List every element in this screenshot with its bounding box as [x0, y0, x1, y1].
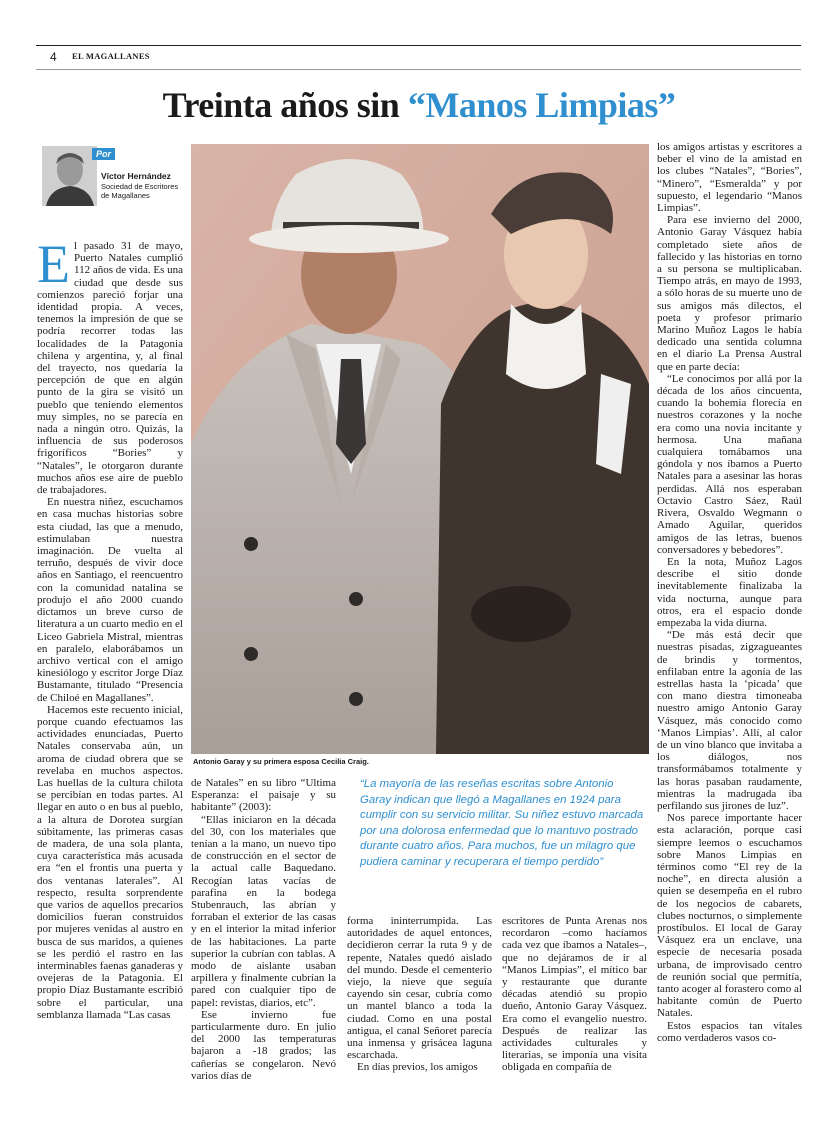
- pull-quote: “La mayoría de las reseñas escritas sobre Antonio Garay indican que llegó a Magallanes en 1924 para cumplir con su servicio militar. Su niñez estuvo marcada por una dolorosa enfermedad que lo mantuvo postrado durante cuatro años. Para muchos, fue un milagro que pudiera caminar y recuperara el tiempo perdido”: [360, 778, 644, 868]
- article-paragraph: de Natales” en su libro “Ultima Esperanza: el paisaje y su habitante” (2003):: [191, 777, 336, 814]
- article-column-2: [191, 777, 336, 1082]
- article-paragraph: Estos espacios tan vitales como verdaderos vasos co-: [657, 1019, 802, 1044]
- photo-caption: Antonio Garay y su primera esposa Cecilia Craig.: [193, 757, 369, 766]
- page-number: 4: [50, 50, 57, 64]
- article-photo: [191, 144, 649, 754]
- headline: [0, 84, 838, 126]
- header-rule-bottom: [36, 69, 801, 70]
- article-column-4: [502, 915, 647, 1080]
- article-paragraph: “Le conocimos por allá por la década de los años cincuenta, cuando la bohemia florecía en nuestros corazones y la noche era como una novia incitante y hermosa. Una mañana cualquiera tomábamos una góndola y nos íbamos a Puerto Natales para a asesinar las horas perdidas. Allá nos esperaban Octavio Castro Sáez, Raúl Rivera, Osvaldo Wegmann o Amado Aguilar, queridos amigos de las letras, buenos conversadores y bebedores”.: [657, 372, 802, 556]
- article-paragraph: Para ese invierno del 2000, Antonio Garay Vásquez había completado siete años de fallecido y las historias en torno a su persona se multiplicaban. Tiempo atrás, en mayo de 1993, a sólo horas de su muerte uno de sus amigos más dilectos, el poeta y profesor primario Marino Muñoz Lagos le había dedicado una sentida columna en el diario La Prensa Austral que en parte decía:: [657, 214, 802, 373]
- article-paragraph: En la nota, Muñoz Lagos describe el sitio donde inevitablemente finalizaba la vida nocturna, aunque para otros, era el espacio donde empezaba la vida diurna.: [657, 555, 802, 629]
- article-paragraph: los amigos artistas y escritores a beber el vino de la amistad en los clubes “Natales”, “Bories”, “Minero”, “Esmeralda” y por supuesto, el legendario “Manos Limpias”.: [657, 141, 802, 215]
- drop-cap: E: [37, 234, 70, 294]
- article-column-5: [657, 141, 802, 1081]
- article-paragraph: En días previos, los amigos: [357, 1061, 478, 1074]
- article-paragraph: “Ellas iniciaron en la década del 30, con los materiales que tenían a la mano, un nuevo tipo de construcción en el sector de la actual calle Baquedano. Recogían latas vacías de parafina en la bodega Stubenrauch, las abrían y forraban el exterior de las casas y en el interior la mitad inferior de las habitaciones. La parte superior la cubrían con tablas. A modo de aislante usaban arpillera y finalmente cubrían la pared con cualquier tipo de papel: revistas, diarios, etc”.: [191, 813, 336, 1009]
- publication-name: EL MAGALLANES: [72, 51, 150, 61]
- article-column-3: [347, 915, 492, 1080]
- author-organization: Sociedad de Escritores de Magallanes: [101, 182, 179, 200]
- headline-part2: “Manos Limpias”: [407, 85, 676, 125]
- author-photo: [42, 146, 97, 206]
- byline-tag: Por: [92, 148, 115, 160]
- author-name: Víctor Hernández: [101, 171, 171, 181]
- article-column-1: [37, 234, 183, 1080]
- headline-part1: Treinta años sin: [162, 85, 408, 125]
- article-paragraph: Nos parece importante hacer esta aclaración, porque casi siempre leemos o escuchamos sobre Manos Limpias en términos como “El rey de la noche”, en directa alusión a quien se desempeña en el rubro de los negocios de cabarets, clubes nocturnos, o simplemente prostíbulos. El local de Garay Vásquez era un enclave, una especie de necesaria posada urbana, de improvisado centro de reunión social que permitía, tanto acoger al forastero como al habitante común de Puerto Natales.: [657, 812, 802, 1020]
- article-paragraph: El pasado 31 de mayo, Puerto Natales cumplió 112 años de vida. Es una ciudad que desde sus comienzos pareció forjar una identidad propia. A veces, tenemos la impresión de que se podría recorrer todas las localidades de la Patagonia chilena y argentina, y, al final del trayecto, nos quedaría la percepción de que en algún punto de la gira se visitó un pueblo que teniendo elementos muy simples, no se parecía en nada a ningún otro. Quizás, la influencia de sus poderosos frigoríficos “Bories” y “Natales”, le otorgaron durante muchos años ese aire de pueblo de trabajadores.: [37, 234, 183, 497]
- article-paragraph: Ese invierno fue particularmente duro. En julio del 2000 las temperaturas bajaron a -18 grados; las cañerías se congelaron. Nevó varios días de: [191, 1008, 336, 1082]
- article-paragraph: “De más está decir que nuestras pisadas, zigzagueantes de brindis y tormentos, enfilaban entre la agonía de las estrellas hasta la ‘picada’ que con mano diestra timoneaba nuestro amigo Antonio Garay Vásquez, más conocido como ‘Manos Limpias’. Allí, al calor de un vino blanco que invitaba a los diálogos, nos transformábamos totalmente y las horas pasaban raudamente, mientras la madrugada iba perfilando sus jirones de luz”.: [657, 629, 802, 812]
- article-paragraph: escritores de Punta Arenas nos recordaron –como hacíamos cada vez que íbamos a Natales–, que no dejáramos de ir al “Manos Limpias”, el mítico bar y restaurante que durante décadas atendió su propio dueño, Antonio Garay Vásquez. Era como el evangelio nuestro. Después de realizar las actividades culturales y literarias, se imponía una visita obligada en compañía de: [502, 915, 647, 1074]
- article-paragraph: Hacemos este recuento inicial, porque cuando efectuamos las actividades enunciadas, Puerto Natales conservaba aún, un aroma de ciudad obrera que se revelaba en muchos aspectos. Las huellas de la cultura chilota se percibían en todas partes. Al llegar en auto o en bus al pueblo, a la altura de Dorotea surgían súbitamente, las primeras casas de madera, de una sola planta, cuya característica más acusada era “en el frontis una puerta y dos ventanas laterales”. Al respecto, resulta sorprendente que varios de aquellos precarios domicilios fueran construidos por mujeres venidas al austro en busca de sus maridos, a quienes se les perdió el rastro en las interminables faenas ganaderas y ovejeras de la Patagonia. El propio Díaz Bustamante escribió sobre el particular, una semblanza llamada “Las casas: [37, 703, 183, 1021]
- article-paragraph: forma ininterrumpida. Las autoridades de aquel entonces, decidieron cerrar la ruta 9 y de repente, Natales quedó aislado del mundo. Desde el cementerio viejo, la nieve que seguía cayendo sin cesar, cubría como un mantel blanco a toda la ciudad. Como en una postal antigua, el canal Señoret parecía una inmensa y grisácea laguna escarchada.: [347, 915, 492, 1062]
- header-rule: [36, 45, 801, 46]
- article-paragraph: En nuestra niñez, escuchamos en casa muchas historias sobre esta ciudad, las que a menudo, estimulaban nuestra imaginación. De vuelta al terruño, después de vivir doce años en Santiago, el reencuentro con la comunidad natalina se produjo el año 2000 cuando dictamos un breve curso de literatura a un cuarto medio en el Liceo Gabriela Mistral, mientras en paralelo, elaborábamos un archivo vertical con el amigo kinesiólogo y escritor Jorge Díaz Bustamante, titulado “Presencia de Chiloé en Magallanes”.: [37, 496, 183, 704]
